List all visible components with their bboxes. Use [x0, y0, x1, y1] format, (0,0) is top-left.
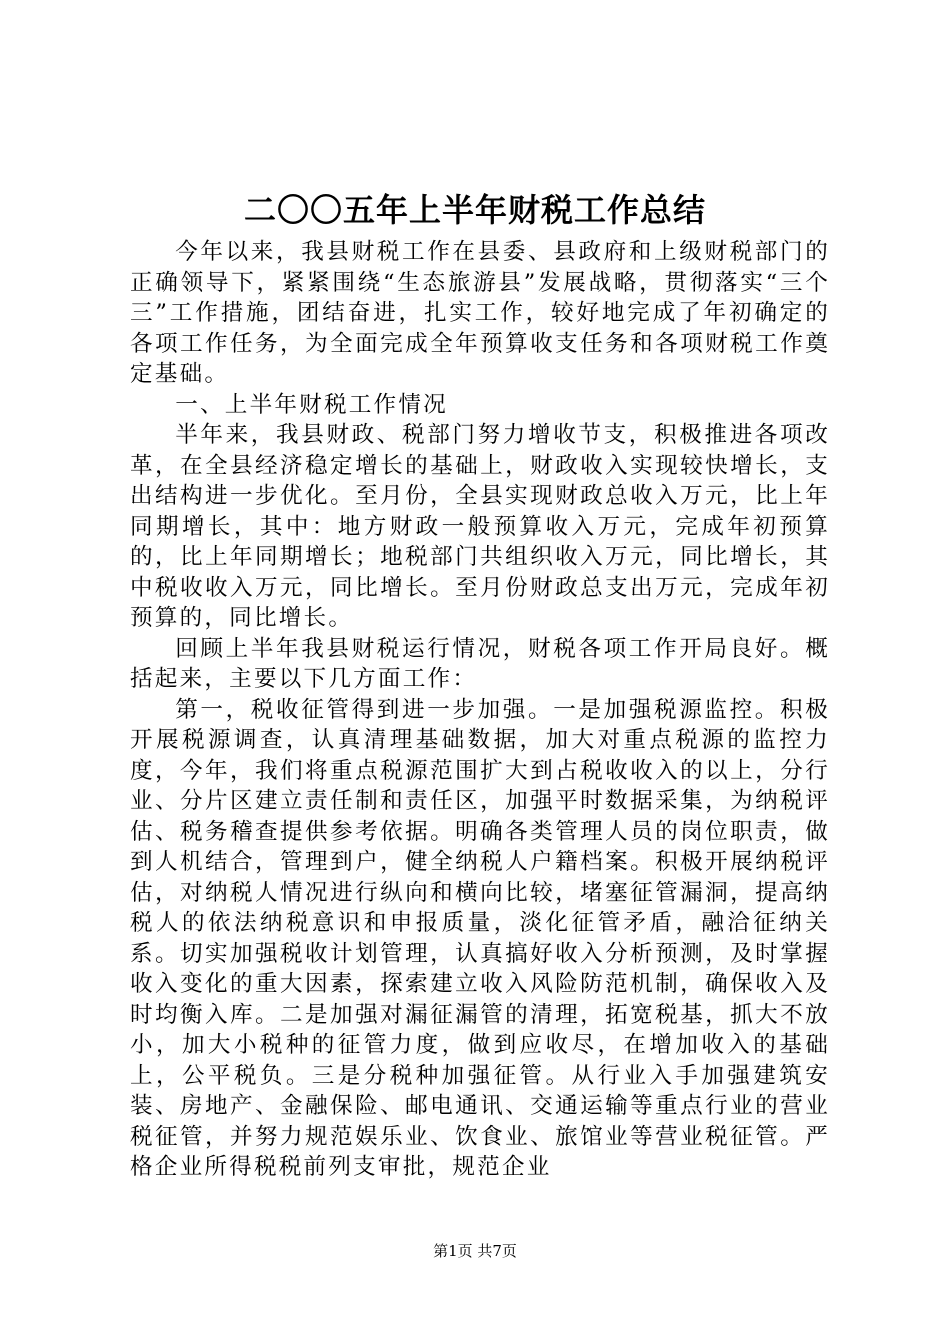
paragraph-review: 回顾上半年我县财税运行情况，财税各项工作开局良好。概括起来，主要以下几方面工作：	[130, 635, 830, 692]
paragraph-first-point: 第一，税收征管得到进一步加强。一是加强税源监控。积极开展税源调查，认真清理基础数据，加大对重点税源的监控力度，今年，我们将重点税源范围扩大到占税收收入的以上，分行业、分片区建立责任制和责任区，加强平时数据采集，为纳税评估、税务稽查提供参考依据。明确各类管理人员的岗位职责，做到人机结合，管理到户，健全纳税人户籍档案。积极开展纳税评估，对纳税人情况进行纵向和横向比较，堵塞征管漏洞，提高纳税人的依法纳税意识和申报质量，淡化征管矛盾，融洽征纳关系。切实加强税收计划管理，认真搞好收入分析预测，及时掌握收入变化的重大因素，探索建立收入风险防范机制，确保收入及时均衡入库。二是加强对漏征漏管的清理，拓宽税基，抓大不放小，加大小税种的征管力度，做到应收尽，在增加收入的基础上，公平税负。三是分税种加强征管。从行业入手加强建筑安装、房地产、金融保险、邮电通讯、交通运输等重点行业的营业税征管，并努力规范娱乐业、饮食业、旅馆业等营业税征管。严格企业所得税税前列支审批，规范企业	[130, 696, 830, 1180]
paragraph-overview: 半年来，我县财政、税部门努力增收节支，积极推进各项改革，在全县经济稳定增长的基础上，财政收入实现较快增长，支出结构进一步优化。至月份，全县实现财政总收入万元，比上年同期增长，其中：地方财政一般预算收入万元，完成年初预算的，比上年同期增长；地税部门共组织收入万元，同比增长，其中税收收入万元，同比增长。至月份财政总支出万元，完成年初预算的，同比增长。	[130, 422, 830, 631]
paragraph-intro: 今年以来，我县财税工作在县委、县政府和上级财税部门的正确领导下，紧紧围绕“生态旅游县”发展战略，贯彻落实“三个三”工作措施，团结奋进，扎实工作，较好地完成了年初确定的各项工作任务，为全面完成全年预算收支任务和各项财税工作奠定基础。	[130, 239, 830, 387]
document-title: 二〇〇五年上半年财税工作总结	[243, 191, 706, 229]
section-heading: 一、上半年财税工作情况	[175, 391, 448, 418]
document-body	[130, 237, 830, 1183]
page-number: 第1页 共7页	[433, 1242, 517, 1260]
